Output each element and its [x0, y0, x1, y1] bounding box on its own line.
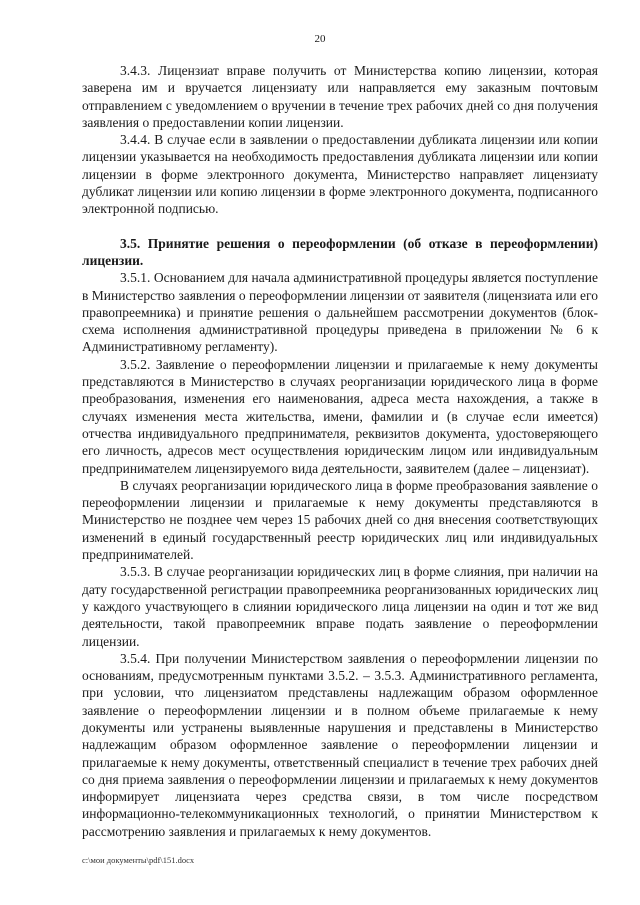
paragraph-3-5-1: 3.5.1. Основанием для начала административной процедуры является поступление в Министерство заявления о переоформлении лицензии от заявителя (лицензиата или его правопреемника) и принятие решения о дальнейшем рассмотрении документов (блок-схема исполнения административной процедуры приведена в приложении № 6 к Административному регламенту). [82, 270, 598, 355]
footer-file-path: c:\мои документы\pdf\151.docx [82, 855, 195, 865]
paragraph-3-5-4: 3.5.4. При получении Министерством заявления о переоформлении лицензии по основаниям, предусмотренным пунктами 3.5.2. – 3.5.3. Административного регламента, при условии, что лицензиатом представлены надлежащим образом оформленное заявление о переоформлении лицензии и в полном объеме прилагаемые к нему документы или устранены выявленные нарушения и представлены в Министерство надлежащим образом оформленное заявление о переоформлении лицензии и прилагаемые к нему документы, ответственный специалист в течение трех рабочих дней со дня приема заявления о переоформлении лицензии и прилагаемых к нему документов информирует лицензиата через средства связи, в том числе посредством информационно-телекоммуникационных технологий, о принятии Министерством к рассмотрению заявления и прилагаемых к нему документов. [82, 650, 598, 839]
paragraph-3-5-3: 3.5.3. В случае реорганизации юридических лиц в форме слияния, при наличии на дату государственной регистрации правопреемника реорганизованных юридических лиц у каждого участвующего в слиянии юридического лица лицензии на один и тот же вид деятельности, такой правопреемник вправе подать заявление о переоформлении лицензии. [82, 564, 598, 649]
section-heading-3-5: 3.5. Принятие решения о переоформлении (об отказе в переоформлении) лицензии. [82, 235, 598, 268]
document-body [82, 62, 598, 840]
paragraph-reorganization-deadline: В случаях реорганизации юридического лица в форме преобразования заявление о переоформлении лицензии и прилагаемые к нему документы представляются в Министерство не позднее чем через 15 рабочих дней со дня внесения соответствующих изменений в единый государственный реестр юридических лиц или индивидуальных предпринимателей. [82, 477, 598, 563]
paragraph-3-5-2: 3.5.2. Заявление о переоформлении лицензии и прилагаемые к нему документы представляются в Министерство в случаях реорганизации юридического лица в форме преобразования, изменения его наименования, адреса места нахождения, а также в случаях изменения места жительства, имени, фамилии и (в случае если имеется) отчества индивидуального предпринимателя, реквизитов документа, удостоверяющего его личность, адресов мест осуществления юридическим лицом или индивидуальным предпринимателем лицензируемого вида деятельности, заявителем (далее – лицензиат). [82, 356, 598, 476]
page-number: 20 [314, 33, 326, 45]
paragraph-3-4-3: 3.4.3. Лицензиат вправе получить от Министерства копию лицензии, которая заверена им и вручается лицензиату или направляется ему заказным почтовым отправлением с уведомлением о вручении в течение трех рабочих дней со дня получения заявления о предоставлении копии лицензии. [82, 63, 598, 130]
paragraph-3-4-4: 3.4.4. В случае если в заявлении о предоставлении дубликата лицензии или копии лицензии указывается на необходимость предоставления дубликата лицензии или копии лицензии в форме электронного документа, Министерство направляет лицензиату дубликат лицензии или копию лицензии в форме электронного документа, подписанного электронной подписью. [82, 132, 598, 217]
